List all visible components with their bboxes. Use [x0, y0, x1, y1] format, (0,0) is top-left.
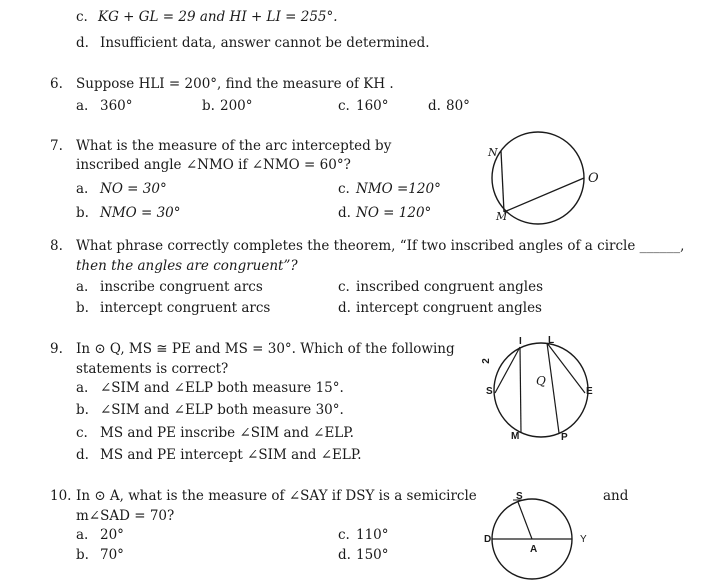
- q7-choice-b-text: NMO = 30°: [100, 205, 181, 221]
- q7-choice-b-letter: b.: [76, 205, 89, 221]
- q6-number: 6.: [50, 76, 63, 92]
- q10-stem-line1: In ⊙ A, what is the measure of ∠SAY if DSY is a semicircle: [76, 488, 477, 504]
- q9-stem-line2: statements is correct?: [76, 361, 229, 377]
- q9-label-q: Q: [536, 374, 546, 388]
- q7-label-o: O: [588, 171, 599, 186]
- q8-choice-b-text: intercept congruent arcs: [100, 300, 271, 316]
- q9-choice-d-letter: d.: [76, 447, 89, 463]
- q9-label-m: M: [511, 431, 520, 442]
- q5-choice-c-letter: c.: [76, 9, 88, 25]
- q7-stem-line1: What is the measure of the arc intercepted by: [76, 138, 392, 154]
- q10-choice-a-text: 20°: [100, 527, 124, 543]
- q6-choice-a-letter: a.: [76, 98, 89, 114]
- q6-choice-b-letter: b.: [202, 98, 215, 114]
- q10-stem-line2: m∠SAD = 70?: [76, 508, 175, 524]
- q7-choice-a-letter: a.: [76, 181, 89, 197]
- q7-choice-d-text: NO = 120°: [356, 205, 432, 221]
- q9-label-2: 2: [480, 358, 492, 364]
- q6-choice-a-text: 360°: [100, 98, 133, 114]
- q8-stem-line2: then the angles are congruent”?: [76, 258, 298, 274]
- q10-label-d: D: [484, 534, 492, 545]
- q9-choice-d-text: MS and PE intercept ∠SIM and ∠ELP.: [100, 447, 362, 463]
- q10-choice-b-letter: b.: [76, 547, 89, 563]
- q10-radius-as: [518, 502, 532, 539]
- q8-choice-c-letter: c.: [338, 279, 350, 295]
- q10-stem-tail: and: [603, 488, 629, 504]
- q10-number: 10.: [50, 488, 72, 504]
- q8-choice-d-letter: d.: [338, 300, 351, 316]
- q9-choice-b-letter: b.: [76, 402, 89, 418]
- q8-choice-c-text: inscribed congruent angles: [356, 279, 544, 295]
- q9-label-l: L: [548, 335, 555, 346]
- q5-choice-c-text: KG + GL = 29 and HI + LI = 255°.: [98, 9, 338, 25]
- q10-choice-c-text: 110°: [356, 527, 389, 543]
- q7-chord-mo: [504, 178, 584, 212]
- q8-choice-d-text: intercept congruent angles: [356, 300, 542, 316]
- q6-choice-b-text: 200°: [220, 98, 253, 114]
- q7-choice-c-text: NMO =120°: [356, 181, 441, 197]
- q7-stem-line2: inscribed angle ∠NMO if ∠NMO = 60°?: [76, 157, 351, 173]
- q5-choice-d-letter: d.: [76, 35, 89, 51]
- q6-choice-c-letter: c.: [338, 98, 350, 114]
- q5-choice-d-text: Insufficient data, answer cannot be determined.: [100, 35, 430, 51]
- q9-label-p: P: [561, 432, 568, 443]
- q7-choice-a-text: NO = 30°: [100, 181, 167, 197]
- q9-choice-c-letter: c.: [76, 425, 88, 441]
- q9-chord-im: [520, 347, 521, 433]
- q9-choice-a-letter: a.: [76, 380, 89, 396]
- q6-stem: Suppose HLI = 200°, find the measure of KH .: [76, 76, 394, 92]
- q7-chord-nm: [501, 151, 504, 212]
- q7-label-m: M: [496, 210, 508, 223]
- q10-choice-d-letter: d.: [338, 547, 351, 563]
- q7-choice-d-letter: d.: [338, 205, 351, 221]
- q6-choice-d-letter: d.: [428, 98, 441, 114]
- q8-choice-a-letter: a.: [76, 279, 89, 295]
- q8-stem-line1: What phrase correctly completes the theorem, “If two inscribed angles of a circle ______,: [76, 238, 685, 254]
- q9-label-i: I: [519, 336, 522, 347]
- q6-choice-c-text: 160°: [356, 98, 389, 114]
- q8-choice-a-text: inscribe congruent arcs: [100, 279, 263, 295]
- q6-choice-d-text: 80°: [446, 98, 470, 114]
- q10-choice-c-letter: c.: [338, 527, 350, 543]
- q9-choice-a-text: ∠SIM and ∠ELP both measure 15°.: [100, 380, 344, 396]
- q10-label-a: A: [530, 544, 538, 555]
- q9-label-e: E: [586, 386, 593, 397]
- q9-choice-c-text: MS and PE inscribe ∠SIM and ∠ELP.: [100, 425, 354, 441]
- q7-label-n: N: [488, 146, 498, 159]
- q10-choice-b-text: 70°: [100, 547, 124, 563]
- q8-number: 8.: [50, 238, 63, 254]
- q9-stem-line1: In ⊙ Q, MS ≅ PE and MS = 30°. Which of the following: [76, 341, 455, 357]
- q10-label-s: S: [516, 491, 523, 502]
- q10-choice-a-letter: a.: [76, 527, 89, 543]
- q10-choice-d-text: 150°: [356, 547, 389, 563]
- q9-number: 9.: [50, 341, 63, 357]
- q9-label-s: S: [486, 386, 493, 397]
- q7-choice-c-letter: c.: [338, 181, 350, 197]
- q10-label-y: Y: [580, 534, 587, 545]
- q8-choice-b-letter: b.: [76, 300, 89, 316]
- q9-choice-b-text: ∠SIM and ∠ELP both measure 30°.: [100, 402, 344, 418]
- q7-number: 7.: [50, 138, 63, 154]
- q9-circle: [494, 343, 588, 437]
